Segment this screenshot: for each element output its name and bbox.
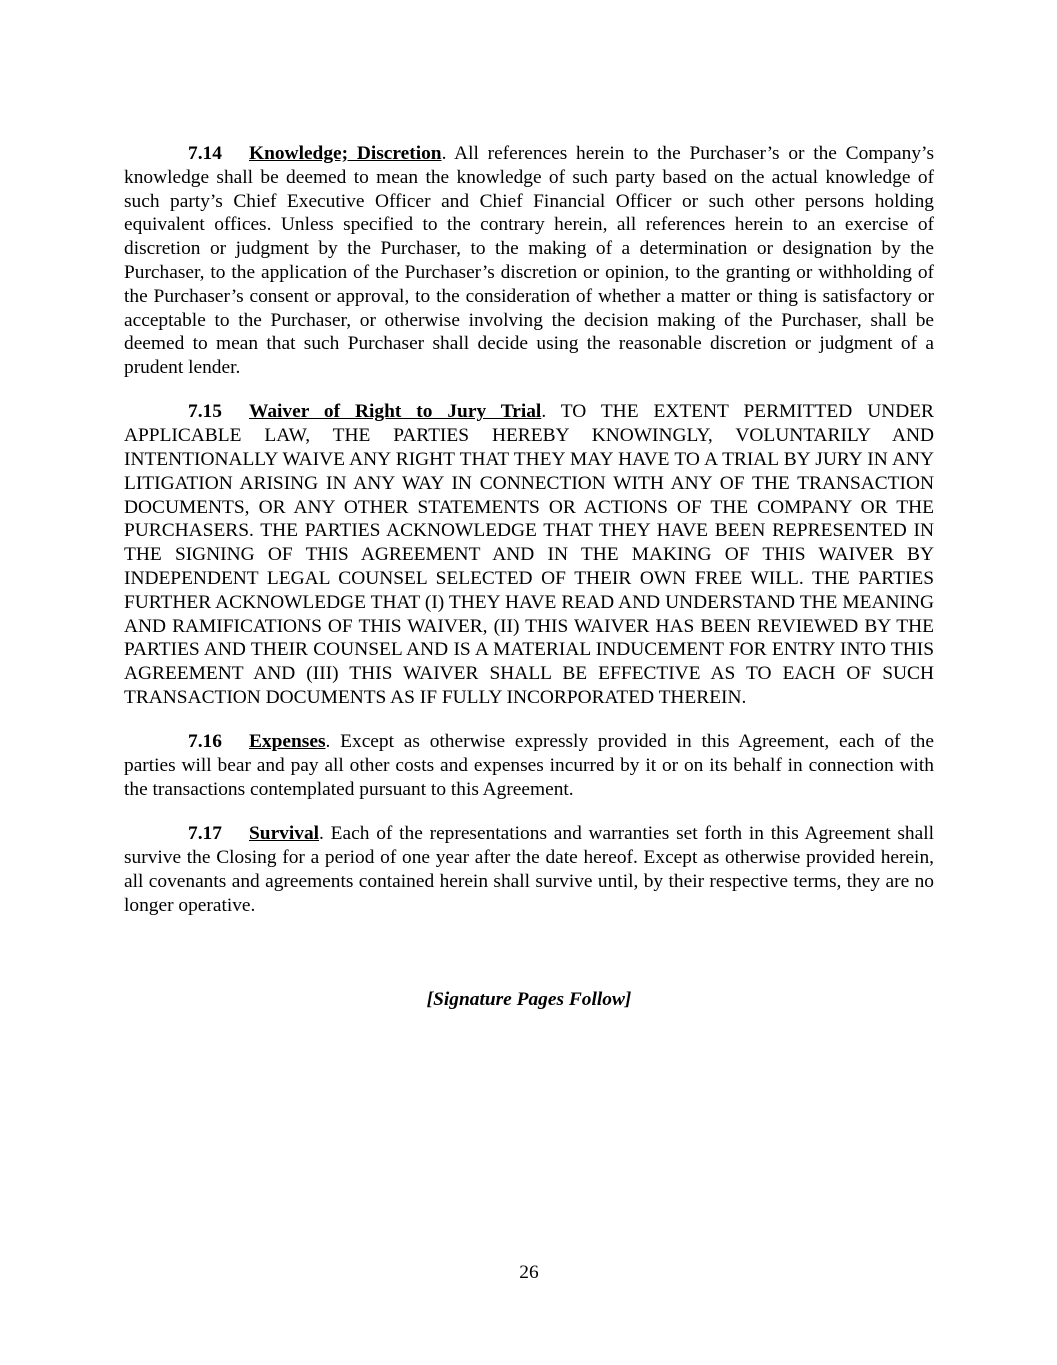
section-7-16 [124, 730, 934, 801]
section-heading: Survival [249, 823, 320, 845]
section-text: . Each of the representations and warranties set forth in this Agreement shall survive the Closing for a period of one year after the date hereof. Except as otherwise provided herein, all covenants and agreements contained herein shall survive until, by their respective terms, they are no longer operative. [124, 823, 934, 916]
page-number: 26 [519, 1262, 539, 1283]
section-text: . Except as otherwise expressly provided in this Agreement, each of the parties will bear and pay all other costs and expenses incurred by it or on its behalf in connection with the transactions contemplated pursuant to this Agreement. [124, 731, 934, 800]
section-heading: Waiver of Right to Jury Trial [249, 401, 542, 423]
section-text: . All references herein to the Purchaser’s or the Company’s knowledge shall be deemed to mean the knowledge of such party based on the actual knowledge of such party’s Chief Executive Officer and Chief Financial Officer or such other persons holding equivalent offices. Unless specified to the contrary herein, all references herein to an exercise of discretion or judgment by the Purchaser, to the making of a determination or designation by the Purchaser, to the application of the Purchaser’s discretion or opinion, to the granting or withholding of the Purchaser’s consent or approval, to the consideration of whether a matter or thing is satisfactory or acceptable to the Purchaser, or otherwise involving the decision making of the Purchaser, shall be deemed to mean that such Purchaser shall decide using the reasonable discretion or judgment of a prudent lender. [124, 143, 934, 379]
section-heading: Expenses [249, 731, 326, 753]
section-number: 7.14 [188, 143, 222, 164]
signature-pages-note: [Signature Pages Follow] [426, 989, 632, 1010]
section-number: 7.16 [188, 731, 222, 753]
section-7-14 [124, 142, 934, 380]
section-number: 7.17 [188, 823, 222, 845]
section-7-15 [124, 400, 934, 709]
section-number: 7.15 [188, 401, 222, 423]
section-heading: Knowledge; Discretion [249, 143, 442, 164]
document-body [124, 142, 934, 938]
section-text: . TO THE EXTENT PERMITTED UNDER APPLICABLE LAW, THE PARTIES HEREBY KNOWINGLY, VOLUNTARILY AND INTENTIONALLY WAIVE ANY RIGHT THAT THEY MAY HAVE TO A TRIAL BY JURY IN ANY LITIGATION ARISING IN ANY WAY IN CONNECTION WITH ANY OF THE TRANSACTION DOCUMENTS, OR ANY OTHER STATEMENTS OR ACTIONS OF THE COMPANY OR THE PURCHASERS. THE PARTIES ACKNOWLEDGE THAT THEY HAVE BEEN REPRESENTED IN THE SIGNING OF THIS AGREEMENT AND IN THE MAKING OF THIS WAIVER BY INDEPENDENT LEGAL COUNSEL SELECTED OF THEIR OWN FREE WILL. THE PARTIES FURTHER ACKNOWLEDGE THAT (I) THEY HAVE READ AND UNDERSTAND THE MEANING AND RAMIFICATIONS OF THIS WAIVER, (II) THIS WAIVER HAS BEEN REVIEWED BY THE PARTIES AND THEIR COUNSEL AND IS A MATERIAL INDUCEMENT FOR ENTRY INTO THIS AGREEMENT AND (III) THIS WAIVER SHALL BE EFFECTIVE AS TO EACH OF SUCH TRANSACTION DOCUMENTS AS IF FULLY INCORPORATED THEREIN. [124, 401, 934, 709]
section-7-17 [124, 822, 934, 917]
